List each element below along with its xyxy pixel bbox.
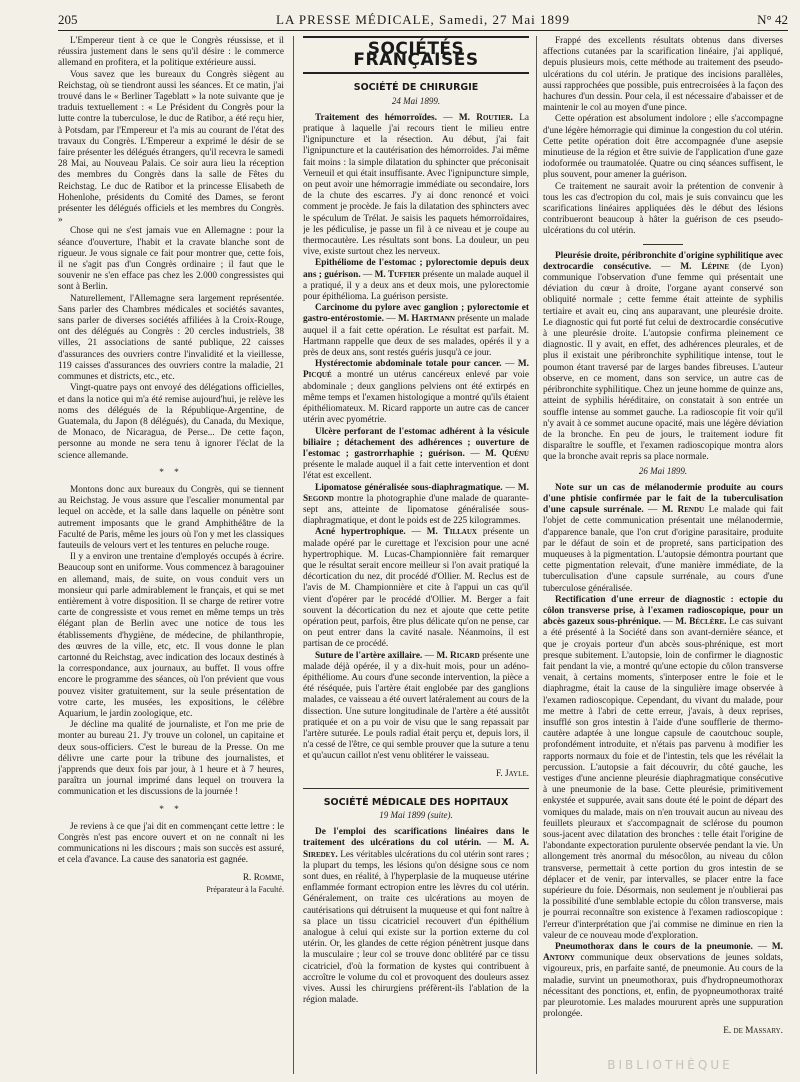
- article-text: (de Lyon) communique l'observation d'une femme qui présentait une déviation du cœur à droite, l'organe ayant conservé son obliquité normale ; cette femme était atteinte de syphilis tertiaire et avait eu, cinq ans auparavant, une pleurésie droite. Le diagnostic qui fut porté fut celui de dextrocardie consécutive à une pleurésie droite. L'autopsie confirma pleinement ce diagnostic. Il y avait, en effet, des adhérences pleurales, et de plus il existait une péribronchite syphilitique intense, tout le poumon étant traversé par de larges bandes fibreuses. L'auteur observe, en ce moment, dans son service, un autre cas de péribronchite syphilitique. Chez un jeune homme de quinze ans, atteint de syphilis héréditaire, on constatait à son entrée un souffle intense au sommet gauche. La radioscopie fit voir qu'il n'y avait à ce sommet aucune opacité, mais une légère déviation de la bronche. En peu de jours, le traitement iodure fit disparaître le souffle, et l'examen radioscopique montra alors que la bronche avait repris sa place normale.: [543, 261, 783, 463]
- paragraph: Vingt-quatre pays ont envoyé des délégations officielles, et dans la notice qui m'a été remise aujourd'hui, je relève les noms des délégués de la République-Argentine, de Guatemala, du Japon (8 délégués), du Canada, du Mexique, de Monaco, de Nicaragua, de Perse... De cette façon, personne au monde ne sera tenu à ignorer l'éclat de la science allemande.: [58, 383, 284, 461]
- article-title: Ulcère perforant de l'estomac adhérent à la vésicule biliaire ; détachement des adhérences ; ouverture de l'estomac ; gastrorrhaphie ; guérison.: [303, 426, 529, 459]
- signature-title: Préparateur à la Faculté.: [206, 884, 284, 894]
- article-author: M. Antony: [543, 942, 783, 964]
- article-text: présente une malade déjà opérée, il y a dix-huit mois, pour un adéno-épithéliome. Au cours d'une seconde intervention, la pièce a été réséquée, puis l'artère était englobée par des ganglions malades, ce vaisseau a été ouvert latéralement au cours de la dissection. Une suture longitudinale de l'artère a été aussitôt pratiquée et on a pu voir de visu que le sang repassait par l'artère suturée. Le pouls radial était perçu et, depuis lors, il n'a cessé de l'être, ce qui semble prouver que la suture a tenu et qu'aucun caillot n'est venu oblitérer le vaisseau.: [303, 650, 529, 762]
- article-text: montre la photographie d'une malade de quarante-sept ans, atteinte de lipomatose généralisée sous-diaphragmatique, et dont le poids est de 225 kilogrammes.: [303, 493, 529, 527]
- signature: E. de Massary.: [723, 1026, 783, 1037]
- article-title: Acné hypertrophique.: [315, 527, 406, 538]
- article: Traitement des hémorroïdes. — M. Routier. La pratique à laquelle j'ai recours tient le milieu entre l'ignipuncture et la résection. Au début, j'ai fait l'ignipuncture et la cautérisation des hémorroïdes. J'ai même fait moins : la simple dilatation du sphincter que préconisait Verneuil et qui était insuffisante. Avec l'ignipuncture simple, on peut avoir une hémorragie immédiate ou secondaire, lors de la chute des escarres. J'y ai donc renoncé et voici comment je procède. Je fais la dilatation des sphincters avec le spéculum de Trélat. Je saisis les paquets hémorroïdaires, je les pédiculise, je passe un fil à ce niveau et je coupe au thermocautère. Les résultats sont bons. La douleur, un peu vive, existe surtout chez les nerveux. Epithéliome de l'estomac ; pylorectomie depuis deux ans ; guérison. — M. Tuffier présente un malade auquel il a pratiqué, il y a deux ans et deux mois, une pylorectomie pour épithélioma. La guérison persiste. Carcinome du pylore avec ganglion ; pylorectomie et gastro-entérostomie. — M. Hartmann présente un malade auquel il a fait cette opération. Le résultat est parfait. M. Hartmann rappelle que deux de ses malades, opérés il y a près de deux ans, sont restés guéris jusqu'à ce jour. Hystérectomie abdominale totale pour cancer. — M. Picqué a montré un utérus cancéreux enlevé par voie abdominale ; deux ganglions pelviens ont été extirpés en même temps et l'examen histologique a montré qu'ils étaient épithéliomateux. M. Ricard rapporte un autre cas de cancer utérin avec pyométrie. Ulcère perforant de l'estomac adhérent à la vésicule biliaire ; détachement des adhérences ; ouverture de l'estomac ; gastrorrhaphie ; guérison. — M. Quénu présente le malade auquel il a fait cette intervention et dont l'état est excellent. Lipomatose généralisée sous-diaphragmatique. — M. Segond montre la photographie d'une malade de quarante-sept ans, atteinte de lipomatose généralisée sous-diaphragmatique, et dont le poids est de 225 kilogrammes. Acné hypertrophique. — M. Tillaux présente un malade opéré par le curettage et l'excision pour une acné hypertrophique. M. Lucas-Championnière fait remarquer que le résultat serait encore meilleur si l'on avait pratiqué la décortication du nez, dit procédé d'Ollier. M. Reclus est de l'avis de M. Championnière et cite à l'appui un cas qu'il vient d'opérer par le procédé d'Ollier. M. Berger a fait souvent la décortication du nez et ajoute que cette petite opération peut, parfois, être plus délicate qu'on ne pense, car on peut entrer dans la cavité nasale. Néanmoins, il est partisan de ce procédé. Suture de l'artère axillaire. — M. Ricard présente une malade déjà opérée, il y a dix-huit mois, pour un adéno-épithéliome. Au cours d'une seconde intervention, la pièce a été réséquée, puis l'artère était englobée par des ganglions malades, ce vaisseau a été ouvert latéralement au cours de la dissection. Une suture longitudinale de l'artère a été aussitôt pratiquée et on a pu voir de visu que le sang repassait par l'artère suturée. Le pouls radial était perçu et, depuis lors, il n'a cessé de l'être, ce qui semble prouver que la suture a tenu et qu'aucun caillot n'est venu oblitérer le vaisseau.: [303, 112, 529, 762]
- paragraph: Je reviens à ce que j'ai dit en commençant cette lettre : le Congrès n'est pas encore ouvert et on ne connaît ni les communications ni les discours ; mais son succès est assuré, et cela d'avance. La cause des sanatoria est gagnée.: [58, 821, 284, 866]
- signature: R. Romme,: [242, 872, 284, 883]
- journal-title: LA PRESSE MÉDICALE, Samedi, 27 Mai 1899: [276, 12, 570, 27]
- column-1: [58, 36, 284, 1074]
- paragraph: Je décline ma qualité de journaliste, et l'on me prie de monter au bureau 21. J'y trouve un colonel, un capitaine et deux sous-officiers. C'est le bureau de la Presse. On me délivre une carte pour la tribune des journalistes, et j'apprends que deux fois par jour, à 1 heure et à 7 heures, paraîtra un journal imprimé dans lequel on trouvera la communication et les discussions de la journée !: [58, 720, 284, 798]
- article-text: présente un malade auquel il a fait cette opération. Le résultat est parfait. M. Hartmann rappelle que deux de ses malades, opérés il y a près de deux ans, sont restés guéris jusqu'à ce jour.: [303, 314, 529, 359]
- article-title: Carcinome du pylore avec ganglion ; pylorectomie et gastro-entérostomie.: [303, 303, 529, 325]
- article-text: Le cas suivant a été présenté à la Société dans son avant-dernière séance, et que je croyais porteur d'un abcès sous-phrénique, est mort presque subitement. L'autopsie, loin de confirmer le diagnostic fait pendant la vie, a montré qu'une ectopie du côlon transverse venait, à certains moments, s'interposer entre le foie et le diaphragme, était la cause de la singulière image observée à l'examen radioscopique. Cependant, du vivant du malade, pour me mettre à l'abri de cette erreur, j'avais, à deux reprises, insufflé son gros intestin à l'aide d'une soufflerie de thermo-cautère adaptée à une longue capsule de caoutchouc souple, profondément introduite, et n'étais pas parvenu à modifier les rapports normaux du foie et de l'intestin, tels que les révélait la percussion. L'autopsie a fait découvrir, du côté gauche, les vestiges d'une ancienne pleurésie diaphragmatique consécutive à une pneumonie de la base. Cette pleurésie, primitivement enkystée et suppurée, avait sans doute été le point de départ des vomiques du malade, mais on n'en trouvait aucun au niveau des feuillets pleuraux et s'accompagnait de sclérose du poumon sous-jacent avec dilatation des bronches : telle était l'origine de l'abondante expectoration purulente observée pendant la vie. Un allongement très anormal du mésocôlon, au niveau du côlon transverse, permettait à cette portion du gros intestin de se déplacer et de venir, par intervalles, se placer entre la face supérieure du foie. Désormais, non seulement je n'oublierai pas la possibilité d'une semblable ectopie du côlon transverse, mais je pourrai reconnaître son existence à l'examen radioscopique : l'erreur d'interprétation que j'ai commise ne diminue en rien la valeur de ce nouveau mode d'exploration.: [543, 617, 783, 941]
- paragraph: Il y a environ une trentaine d'employés occupés à écrire. Beaucoup sont en uniforme. Vous commencez à baragouiner en allemand, mais, de suite, on vous conduit vers un monsieur qui parle admirablement le français, et qui se met entièrement à votre disposition. Il se charge de retirer votre carte de congressiste et vous remet en même temps un très élégant plan de Berlin avec une notice de tous les établissements d'hygiène, de médecine, de philanthropie, des œuvres de la ville, etc, etc. Il vous donne le plan cartonné du Reichstag, avec indication des locaux destinés à la correspondance, aux journaux, au buffet. Il vous offre encore le programme des séances, où l'on prévient que vous pouvez visiter gratuitement, sur la seule présentation de votre carte, les musées, les expositions, le célèbre Aquarium, le jardin zoologique, etc.: [58, 552, 284, 719]
- issue-number: N° 42: [757, 12, 788, 27]
- column-divider: [293, 36, 294, 1074]
- article-text: La pratique à laquelle j'ai recours tient le milieu entre l'ignipuncture et la résection. Au début, j'ai fait l'ignipuncture et la cautérisation des hémorroïdes. J'ai même fait moins : la simple dilatation du sphincter que préconisait Verneuil et qui était insuffisante. Avec l'ignipuncture simple, on peut avoir une hémorragie immédiate ou secondaire, lors de la chute des escarres. J'y ai donc renoncé et voici comment je procède. Je fais la dilatation des sphincters avec le spéculum de Trélat. Je saisis les paquets hémorroïdaires, je les pédiculise, je passe un fil à ce niveau et je coupe au thermocautère. Les résultats sont bons. La douleur, un peu vive, existe surtout chez les nerveux.: [303, 112, 529, 258]
- article-title: Suture de l'artère axillaire.: [315, 650, 423, 661]
- article-author: M. Hartmann: [397, 314, 455, 325]
- session-date: 26 Mai 1899.: [638, 465, 688, 476]
- page-number: 205: [58, 12, 78, 27]
- article-author: M. Ricard: [436, 650, 480, 661]
- paragraph: L'Empereur tient à ce que le Congrès réussisse, et il réussira justement dans le sens qu'il désire : le commerce allemand en profitera, et la politique extérieure aussi.: [58, 36, 284, 69]
- paragraph: Montons donc aux bureaux du Congrès, qui se tiennent au Reichstag. Je vous assure que l'escalier monumental par lequel on accède, et la salle dans laquelle on pénètre sont autrement imposants que le grand Amphithéâtre de la Faculté de Paris, même les jours où l'on y met les classiques fauteuils de velours vert et les tentures en peluche rouge.: [58, 484, 284, 551]
- article-text: présente un malade auquel il a pratiqué, il y a deux ans et deux mois, une pylorectomie pour épithélioma. La guérison persiste.: [303, 269, 529, 303]
- article-author: M. Quénu: [485, 448, 529, 459]
- article-title: Hystérectomie abdominale totale pour cancer.: [315, 359, 502, 370]
- section-separator: * *: [159, 467, 183, 478]
- article-author: M. Tillaux: [426, 527, 477, 538]
- article-title: Pneumothorax dans le cours de la pneumonie.: [555, 942, 753, 953]
- section-title: SOCIÉTÉS FRANÇAISES: [303, 36, 529, 74]
- article-title: Lipomatose généralisée sous-diaphragmatique.: [315, 482, 503, 493]
- article: Note sur un cas de mélanodermie produite au cours d'une phtisie confirmée par le fait de la tuberculisation d'une capsule surrénale. — M. Rendu Le malade qui fait l'objet de cette communication présentait une mélanodermie, d'apparence banale, que l'on crut d'origine parasitaire, produite par le défaut de soin et de propreté, sans participation des muqueuses à la pigmentation. L'autopsie démontra pourtant que cette pigmentation relevait, d'une manière immédiate, de la tuberculisation d'une capsule surrénale, au cours d'une tuberculose généralisée. Rectification d'une erreur de diagnostic : ectopie du côlon transverse prise, à l'examen radioscopique, pour un abcès gazeux sous-phrénique. — M. Béclère. Le cas suivant a été présenté à la Société dans son avant-dernière séance, et que je croyais porteur d'un abcès sous-phrénique, est mort presque subitement. L'autopsie, loin de confirmer le diagnostic fait pendant la vie, a montré qu'une ectopie du côlon transverse venait, à certains moments, s'interposer entre le foie et le diaphragme, était la cause de la singulière image observée à l'examen radioscopique. Cependant, du vivant du malade, pour me mettre à l'abri de cette erreur, j'avais, à deux reprises, insufflé son gros intestin à l'aide d'une soufflerie de thermo-cautère adaptée à une longue capsule de caoutchouc souple, profondément introduite, et n'étais pas parvenu à modifier les rapports normaux du foie et de l'intestin, tels que les révélait la percussion. L'autopsie a fait découvrir, du côté gauche, les vestiges d'une ancienne pleurésie diaphragmatique consécutive à une pneumonie de la base. Cette pleurésie, primitivement enkystée et suppurée, avait sans doute été le point de départ des vomiques du malade, mais on n'en trouvait aucun au niveau des feuillets pleuraux et s'accompagnait de sclérose du poumon sous-jacent avec dilatation des bronches : telle était l'origine de l'abondante expectoration purulente observée pendant la vie. Un allongement très anormal du mésocôlon, au niveau du côlon transverse, permettait à cette portion du gros intestin de se déplacer et de venir, par intervalles, se placer entre la face supérieure du foie. Désormais, non seulement je n'oublierai pas la possibilité d'une semblable ectopie du côlon transverse, mais je pourrai reconnaître son existence à l'examen radioscopique : l'erreur d'interprétation que j'ai commise ne diminue en rien la valeur de ce nouveau mode d'exploration. Pneumothorax dans le cours de la pneumonie. — M. Antony communique deux observations de jeunes soldats, vigoureux, pris, en parfaite santé, de pneumonie. Au cours de la maladie, survint un pneumothorax, puis d'hydropneumothorax nécessitant des ponctions, et, enfin, de pyopneumothorax traité par pleurotomie. Les malades moururent après une suppuration prolongée.: [543, 482, 783, 1020]
- article-author: M. Tuffier: [374, 269, 421, 280]
- paragraph: Frappé des excellents résultats obtenus dans diverses affections cutanées par la scarification linéaire, j'ai appliqué, depuis plusieurs mois, cette méthode au traitement des pseudo-ulcérations du col utérin. Je pratique des incisions parallèles, aussi rapprochées que possible, puis entrecroisées à la façon des hachures d'un dessin. Pour cela, il est nécessaire d'abaisser et de maintenir le col au moyen d'une pince.: [543, 36, 783, 114]
- society-heading: SOCIÉTÉ MÉDICALE DES HOPITAUX: [323, 796, 509, 808]
- article-text: présente le malade auquel il a fait cette intervention et dont l'état est excellent.: [303, 460, 529, 482]
- column-2: [303, 36, 529, 1074]
- paragraph: Naturellement, l'Allemagne sera largement représentée. Sans parler des Chambres médicales et sociétés savantes, sans parler de diverses sociétés affiliées à la Croix-Rouge, ont des délégués au Congrès : 20 cercles industriels, 38 villes, 21 associations de santé publique, 22 caisses d'assurances des ouvriers contre l'invalidité et la vieillesse, 119 caisses d'assurances des ouvriers contre la maladie, 21 communes et districts, etc., etc.: [58, 293, 284, 383]
- article-text: présente un malade opéré par le curettage et l'excision pour une acné hypertrophique. M. Lucas-Championnière fait remarquer que le résultat serait encore meilleur si l'on avait pratiqué la décortication du nez, dit procédé d'Ollier. M. Reclus est de l'avis de M. Championnière et cite à l'appui un cas qu'il vient d'opérer par le procédé d'Ollier. M. Berger a fait souvent la décortication du nez et ajoute que cette petite opération peut, parfois, être plus délicate qu'on ne pense, car on peut entrer dans la cavité nasale. Néanmoins, il est partisan de ce procédé.: [303, 527, 529, 650]
- article-author: M. Lépine: [680, 261, 730, 272]
- article-title: Pleurésie droite, péribronchite d'origine syphilitique avec dextrocardie consécutive.: [543, 250, 783, 272]
- article-author: M. Béclère.: [675, 617, 727, 628]
- column-3: [543, 36, 783, 1074]
- article-text: a montré un utérus cancéreux enlevé par voie abdominale ; deux ganglions pelviens ont été extirpés en même temps et l'examen histologique a montré qu'ils étaient épithéliomateux. M. Ricard rapporte un autre cas de cancer utérin avec pyométrie.: [303, 370, 529, 426]
- article-author: M. Segond: [303, 482, 529, 504]
- article-text: Le malade qui fait l'objet de cette communication présentait une mélanodermie, d'apparence banale, que l'on crut d'origine parasitaire, produite par le défaut de soin et de propreté, sans participation des muqueuses à la pigmentation. L'autopsie démontra pourtant que cette pigmentation relevait, d'une manière immédiate, de la tuberculisation d'une capsule surrénale, au cours d'une tuberculose généralisée.: [543, 505, 783, 594]
- article: De l'emploi des scarifications linéaires dans le traitement des ulcérations du col utérin. — M. A. Siredey. Les véritables ulcérations du col utérin sont rares ; la plupart du temps, les lésions qu'on désigne sous ce nom sont dues, en réalité, à l'hyperplasie de la muqueuse utérine enflammée formant ectropion entre les lèvres du col utérin. Généralement, on traite ces ulcérations au moyen de cautérisations qui détruisent la muqueuse et qui font naître à sa place un tissu cicatriciel recouvert d'un épithélium analogue à celui qui existe sur la portion externe du col utérin. Or, les glandes de cette région pénètrent jusque dans la musculaire ; leur col se trouve donc oblitéré par ce tissu cicatriciel, d'où la formation de kystes qui contribuent à accroître le volume du col et provoquent des douleurs assez vives. Aussi les chirurgiens préfèrent-ils l'ablation de la région malade.: [303, 827, 529, 1006]
- article-author: M. Routier.: [458, 112, 513, 123]
- page-header: [58, 4, 788, 31]
- article-author: M. Rendu: [661, 505, 705, 516]
- article-title: Traitement des hémorroïdes.: [315, 112, 437, 123]
- divider: [303, 788, 529, 789]
- article: Pleurésie droite, péribronchite d'origine syphilitique avec dextrocardie consécutive. — M. Lépine (de Lyon) communique l'observation d'une femme qui présentait une déviation du cœur à droite, l'organe ayant conservé son obliquité normale ; cette femme était atteinte de syphilis tertiaire et avait eu, cinq ans auparavant, une pleurésie droite. Le diagnostic qui fut porté fut celui de dextrocardie consécutive à une pleurésie droite. L'autopsie confirma pleinement ce diagnostic. Il y avait, en effet, des adhérences pleurales, et de plus il existait une péribronchite syphilitique intense, tout le poumon étant traversé par de larges bandes fibreuses. L'auteur observe, en ce moment, dans son service, un autre cas de péribronchite syphilitique. Chez un jeune homme de quinze ans, atteint de syphilis héréditaire, on constatait à son entrée un souffle intense au sommet gauche. La radioscopie fit voir qu'il n'y avait à ce sommet aucune opacité, mais une légère déviation de la bronche. En peu de jours, le traitement iodure fit disparaître le souffle, et l'examen radioscopique montra alors que la bronche avait repris sa place normale.: [543, 250, 783, 463]
- article-author: M. A. Siredey.: [303, 838, 529, 860]
- article-title: Epithéliome de l'estomac ; pylorectomie depuis deux ans ; guérison.: [303, 258, 529, 280]
- article-author: M. Picqué: [303, 359, 529, 381]
- section-separator: * *: [159, 804, 183, 815]
- paragraph: Ce traitement ne saurait avoir la prétention de convenir à tous les cas d'ectropion du col, mais je suis convaincu que les scarifications linéaires appliquées dès le début des lésions contribueront beaucoup à hâter la guérison de ces pseudo-ulcérations du col utérin.: [543, 181, 783, 237]
- article-title: Rectification d'une erreur de diagnostic : ectopie du côlon transverse prise, à l'examen radioscopique, pour un abcès gazeux sous-phrénique.: [543, 594, 783, 628]
- article-text: Les véritables ulcérations du col utérin sont rares ; la plupart du temps, les lésions qu'on désigne sous ce nom sont dues, en réalité, à l'hyperplasie de la muqueuse utérine enflammée formant ectropion entre les lèvres du col utérin. Généralement, on traite ces ulcérations au moyen de cautérisations qui détruisent la muqueuse et qui font naître à sa place un tissu cicatriciel recouvert d'un épithélium analogue à celui qui existe sur la portion externe du col utérin. Or, les glandes de cette région pénètrent jusque dans la musculaire ; leur col se trouve donc oblitéré par ce tissu cicatriciel, d'où la formation de kystes qui contribuent à accroître le volume du col et provoquent des douleurs assez vives. Aussi les chirurgiens préfèrent-ils l'ablation de la région malade.: [303, 849, 529, 1006]
- signature: F. Jayle.: [495, 768, 529, 779]
- paragraph: Cette opération est absolument indolore ; elle s'accompagne d'une légère hémorragie qui diminue la congestion du col utérin. Cette petite opération doit être accompagnée d'une asepsie minutieuse de la région et être suivie de l'application d'une gaze iodoformée ou traumatolée. Quatre ou cinq séances suffisent, le plus souvent, pour amener la guérison.: [543, 114, 783, 181]
- library-stamp: BIBLIOTHÈQUE: [607, 1058, 733, 1072]
- paragraph: Chose qui ne s'est jamais vue en Allemagne : pour la séance d'ouverture, l'habit et la cravate blanche sont de rigueur. Je vous signale ce fait pour montrer que, cette fois, il ne s'agit pas d'un Congrès ordinaire ; il faut que le souvenir ne s'en efface pas chez les 2.000 congressistes qui sont à Berlin.: [58, 226, 284, 293]
- divider: [643, 244, 683, 245]
- article-title: De l'emploi des scarifications linéaires dans le traitement des ulcérations du col utérin.: [303, 827, 529, 849]
- society-heading: SOCIÉTÉ DE CHIRURGIE: [353, 82, 479, 94]
- article-title: Note sur un cas de mélanodermie produite au cours d'une phtisie confirmée par le fait de la tuberculisation d'une capsule surrénale.: [543, 482, 783, 516]
- session-date: 24 Mai 1899.: [391, 95, 441, 106]
- article-text: communique deux observations de jeunes soldats, vigoureux, pris, en parfaite santé, de pneumonie. Au cours de la maladie, survint un pneumothorax, puis d'hydropneumothorax nécessitant des ponctions, et, enfin, de pyopneumothorax traité par pleurotomie. Les malades moururent après une suppuration prolongée.: [543, 953, 783, 1020]
- paragraph: Vous savez que les bureaux du Congrès siègent au Reichstag, où se tiendront aussi les séances. Et ce matin, j'ai trouvé dans le « Berliner Tageblatt » la note suivante que je traduis textuellement : « Le Président du Congrès pour la lutte contre la tuberculose, le duc de Ratibor, a été reçu hier, à Potsdam, par l'Empereur et l'a mis au courant de l'état des travaux du Congrès. L'Empereur a exprimé le désir de se faire présenter les délégués étrangers, qu'il recevra le samedi 28 Mai, au Nouveau Palais. Ce soir aura lieu la réception des membres du Congrès dans la salle de Fêtes du Reichstag. Le duc de Ratibor et la princesse Elisabeth de Hohenlohe, présidents du Comité des Dames, se feront présenter les délégués officiels et les membres du Congrès. »: [58, 69, 284, 226]
- column-divider: [536, 36, 537, 1074]
- session-date: 19 Mai 1899 (suite).: [379, 810, 453, 820]
